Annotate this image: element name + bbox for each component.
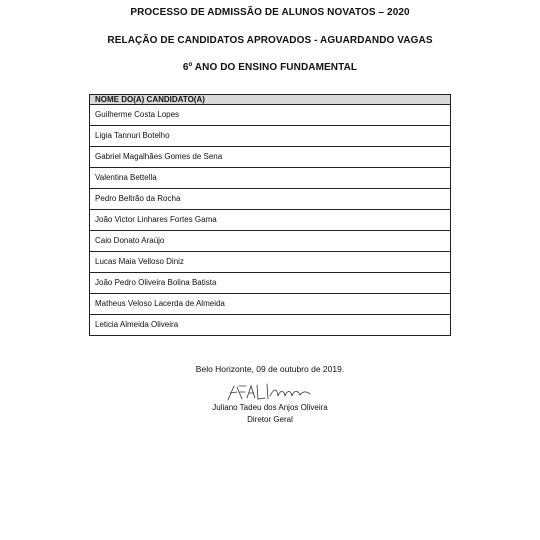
- document-grade-level: 6º ANO DO ENSINO FUNDAMENTAL: [182, 62, 358, 73]
- candidate-name-cell: Valentina Bettella: [90, 168, 451, 189]
- candidate-name-cell: Leticia Almeida Oliveira: [90, 315, 451, 336]
- candidate-name-cell: Pedro Beltrão da Rocha: [90, 189, 451, 210]
- document-title: PROCESSO DE ADMISSÃO DE ALUNOS NOVATOS – 2020: [130, 7, 410, 18]
- table-row: [90, 105, 451, 126]
- candidates-table: [89, 94, 451, 336]
- signature-block: [195, 382, 345, 428]
- candidate-name-cell: Lucas Maia Velloso Diniz: [90, 252, 451, 273]
- table-row: [90, 147, 451, 168]
- candidate-name-cell: João Victor Linhares Fortes Gama: [90, 210, 451, 231]
- table-row: [90, 273, 451, 294]
- table-row: [90, 294, 451, 315]
- candidate-name-cell: Caio Donato Araújo: [90, 231, 451, 252]
- candidate-name-cell: João Pedro Oliveira Bolina Batista: [90, 273, 451, 294]
- table-row: [90, 189, 451, 210]
- candidate-name-cell: Gabriel Magalhães Gomes de Sena: [90, 147, 451, 168]
- table-row: [90, 210, 451, 231]
- table-header-row: [90, 95, 451, 105]
- table-row: [90, 126, 451, 147]
- candidate-name-cell: Guilherme Costa Lopes: [90, 105, 451, 126]
- table-row: [90, 168, 451, 189]
- column-header-name: NOME DO(A) CANDIDATO(A): [90, 95, 451, 105]
- place-and-date: Belo Horizonte, 09 de outubro de 2019.: [195, 364, 345, 374]
- document-subtitle: RELAÇÃO DE CANDIDATOS APROVADOS - AGUARDANDO VAGAS: [107, 35, 433, 46]
- table-row: [90, 231, 451, 252]
- signatory-name: Juliano Tadeu dos Anjos Oliveira: [212, 403, 328, 412]
- candidate-name-cell: Ligia Tannuri Botelho: [90, 126, 451, 147]
- handwritten-signature: [220, 382, 315, 404]
- table-row: [90, 315, 451, 336]
- candidate-name-cell: Matheus Veloso Lacerda de Almeida: [90, 294, 451, 315]
- table-row: [90, 252, 451, 273]
- signatory-role: Diretor Geral: [247, 415, 293, 424]
